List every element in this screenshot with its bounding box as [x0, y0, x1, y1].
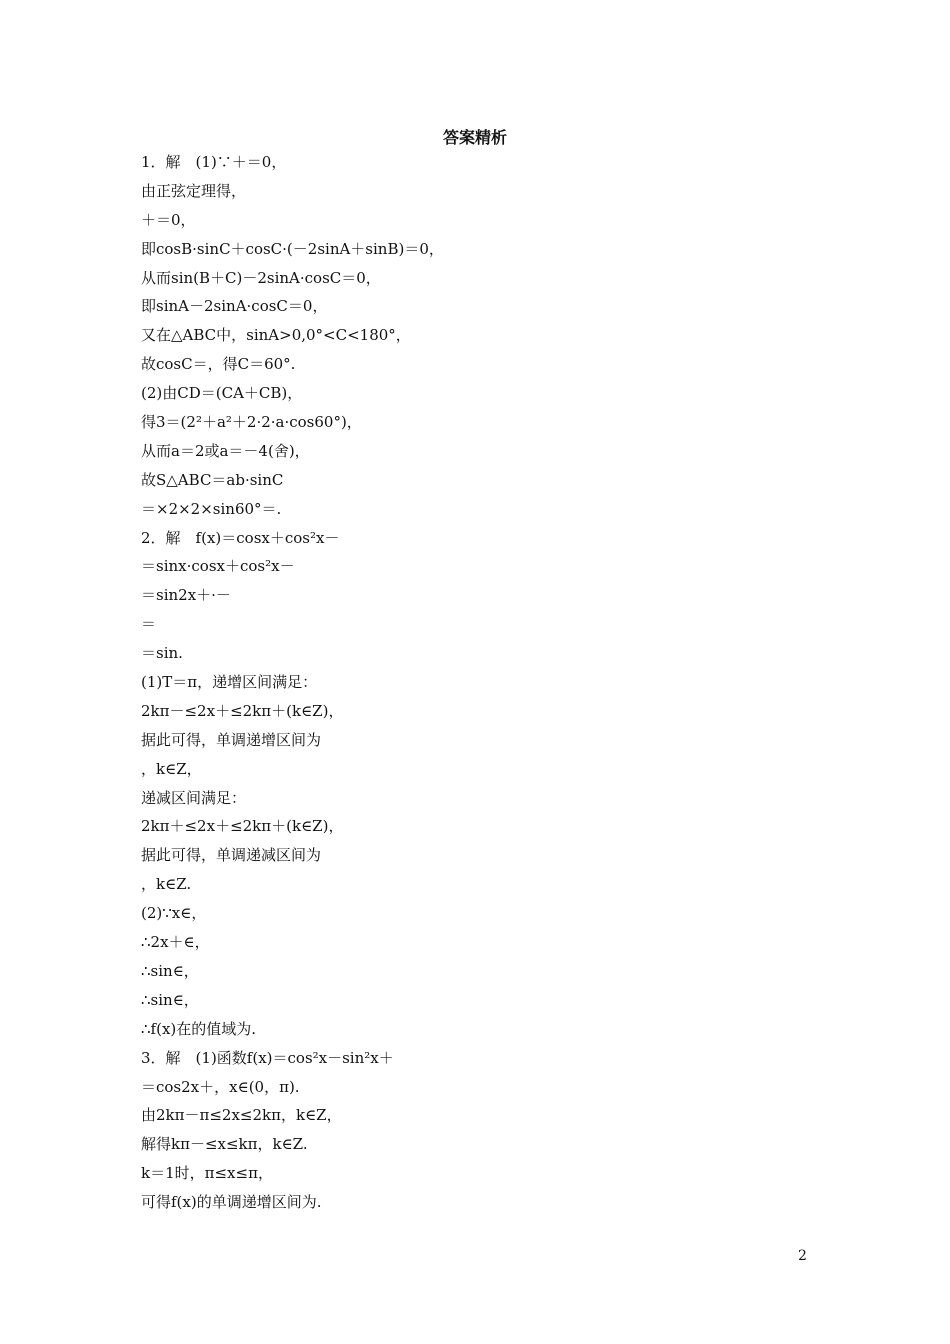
- text-line: 2kπ－≤2x＋≤2kπ＋(k∈Z)，: [141, 701, 344, 720]
- text-line: 由正弦定理得，: [141, 181, 247, 200]
- text-line: ＋＝0，: [141, 210, 196, 229]
- text-line: ∴f(x)在的值域为.: [141, 1019, 257, 1038]
- text-line: 1．解 (1)∵＋＝0，: [141, 153, 287, 171]
- text-line: ＝×2×2×sin60°＝.: [141, 499, 282, 518]
- page-title: 答案精析: [442, 128, 507, 147]
- text-line: 据此可得，单调递减区间为: [141, 846, 322, 865]
- text-line: 即sinA－2sinA·cosC＝0，: [141, 297, 328, 316]
- text-line: ＝cos2x＋，x∈(0，π).: [141, 1077, 300, 1096]
- text-line: k＝1时，π≤x≤π，: [141, 1164, 273, 1183]
- text-line: (2)∵x∈，: [141, 904, 207, 923]
- text-line: ＝sinx·cosx＋cos²x－: [141, 557, 295, 576]
- text-line: 由2kπ－π≤2x≤2kπ，k∈Z，: [141, 1106, 342, 1125]
- text-line: 2kπ＋≤2x＋≤2kπ＋(k∈Z)，: [141, 817, 344, 836]
- text-line: ＝: [141, 615, 157, 634]
- text-line: 递减区间满足：: [141, 788, 247, 807]
- text-line: 3．解 (1)函数f(x)＝cos²x－sin²x＋: [141, 1048, 394, 1067]
- text-line: ，k∈Z，: [141, 759, 202, 778]
- text-line: ＝sin.: [141, 644, 183, 663]
- text-line: 可得f(x)的单调递增区间为.: [141, 1193, 322, 1212]
- text-line: ∴sin∈，: [141, 961, 199, 980]
- text-line: 故cosC＝，得C＝60°.: [141, 355, 296, 374]
- text-line: ，k∈Z.: [141, 875, 192, 894]
- text-line: 故S△ABC＝ab·sinC: [141, 470, 284, 489]
- text-line: 解得kπ－≤x≤kπ，k∈Z.: [141, 1135, 308, 1154]
- text-line: 从而sin(B＋C)－2sinA·cosC＝0，: [141, 268, 381, 287]
- page-number: 2: [798, 1248, 807, 1264]
- text-line: (2)由CD＝(CA＋CB)，: [141, 384, 303, 403]
- text-line: ∴2x＋∈，: [141, 933, 210, 952]
- text-line: 得3＝(2²＋a²＋2·2·a·cos60°)，: [141, 413, 362, 432]
- text-line: 2．解 f(x)＝cosx＋cos²x－: [141, 528, 340, 547]
- text-line: 又在△ABC中，sinA>0,0°<C<180°，: [141, 326, 411, 345]
- text-line: 即cosB·sinC＋cosC·(－2sinA＋sinB)＝0，: [141, 239, 444, 258]
- text-line: 据此可得，单调递增区间为: [141, 730, 322, 749]
- answer-body: [141, 148, 821, 1217]
- text-line: ＝sin2x＋·－: [141, 586, 231, 605]
- text-line: 从而a＝2或a＝－4(舍)，: [141, 441, 310, 460]
- text-line: (1)T＝π，递增区间满足：: [141, 673, 318, 692]
- text-line: ∴sin∈，: [141, 990, 199, 1009]
